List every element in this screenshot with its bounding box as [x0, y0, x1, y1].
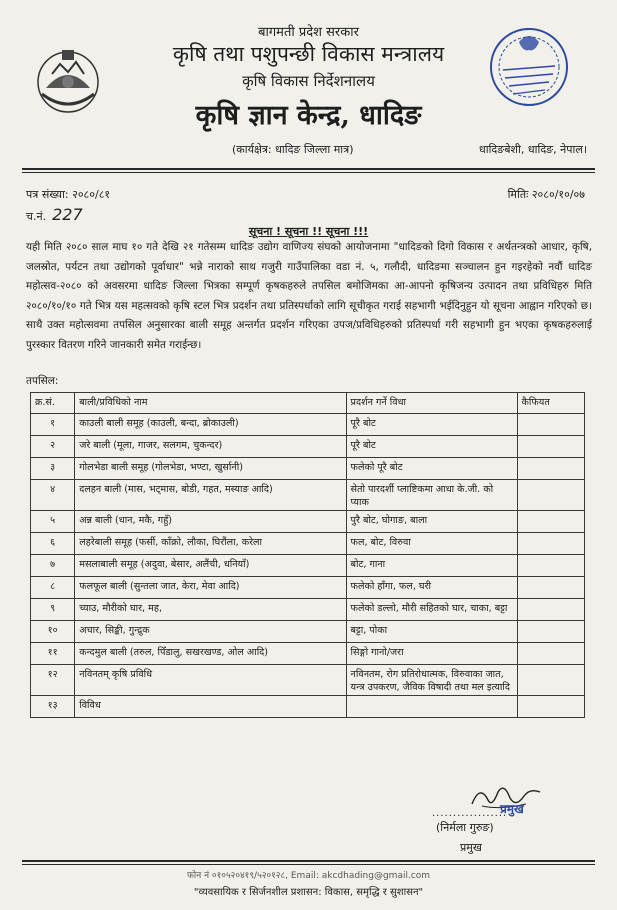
header-crop: बाली/प्रविधिको नाम — [75, 393, 346, 414]
cell-remarks — [517, 436, 584, 458]
cell-remarks — [517, 414, 584, 436]
header-divider-thin — [22, 172, 595, 173]
office-jurisdiction: (कार्यक्षेत्र: धादिङ जिल्ला मात्र) — [232, 143, 354, 156]
cell-crop: दलहन बाली (मास, भट्मास, बोडी, गहत, मस्याङ आदि) — [75, 480, 346, 511]
cell-sn: १३ — [31, 696, 75, 718]
table-row — [31, 458, 585, 480]
table-row — [31, 555, 585, 577]
province-name: बागमती प्रदेश सरकार — [258, 25, 359, 40]
cell-crop: विविध — [75, 696, 346, 718]
table-row — [31, 511, 585, 533]
cell-method: बोट, गाना — [346, 555, 517, 577]
table-row — [31, 696, 585, 718]
cell-method: फलेको पूरै बोट — [346, 458, 517, 480]
cell-method — [346, 696, 517, 718]
table-row — [31, 643, 585, 665]
cell-sn: ३ — [31, 458, 75, 480]
signature-stamp-title: प्रमुख — [500, 802, 524, 816]
letter-number: पत्र संख्या: २०८०/८१ — [26, 188, 111, 201]
office-name: कृषि ज्ञान केन्द्र, धादिङ — [195, 100, 422, 131]
chalani-handwritten: 227 — [52, 205, 83, 224]
footer-divider-thin — [22, 864, 595, 865]
cell-sn: ९ — [31, 599, 75, 621]
cell-crop: काउली बाली समूह (काउली, बन्दा, ब्रोकाउली) — [75, 414, 346, 436]
cell-crop: फलफूल बाली (सुन्तला जात, केरा, मेवा आदि) — [75, 577, 346, 599]
cell-remarks — [517, 533, 584, 555]
footer-motto: "व्यवसायिक र सिर्जनशील प्रशासन: विकास, समृद्धि र सुशासन" — [193, 887, 424, 898]
table-row — [31, 599, 585, 621]
table-row — [31, 436, 585, 458]
cell-remarks — [517, 555, 584, 577]
cell-method: सिङ्गो गानो/जरा — [346, 643, 517, 665]
table-body — [31, 414, 585, 718]
header-sn: क्र.सं. — [31, 393, 75, 414]
signatory-role: प्रमुख — [460, 841, 482, 854]
cell-sn: ५ — [31, 511, 75, 533]
cell-remarks — [517, 643, 584, 665]
cell-method: सेतो पारदर्शी प्लाष्टिकमा आधा के.जी. को प्याक — [346, 480, 517, 511]
notice-title: सूचना ! सूचना !! सूचना !!! — [248, 225, 369, 238]
cell-method: पूरै बोट — [346, 436, 517, 458]
cell-crop: अन्न बाली (धान, मकै, गहुँ) — [75, 511, 346, 533]
cell-crop: नविनतम् कृषि प्रविधि — [75, 665, 346, 696]
letter-date: मितिः २०८०/१०/०७ — [507, 188, 585, 201]
header-divider — [22, 168, 595, 170]
chalani-number — [26, 205, 83, 224]
cell-sn: १२ — [31, 665, 75, 696]
ministry-name: कृषि तथा पशुपन्छी विकास मन्त्रालय — [172, 42, 445, 66]
cell-method: पूरै बोट — [346, 414, 517, 436]
cell-crop: लहरेबाली समूह (फर्सी, काँक्रो, लौका, घिरौंला, करेला — [75, 533, 346, 555]
cell-sn: १० — [31, 621, 75, 643]
notice-body: यही मिति २०८० साल माघ १० गते देखि २१ गतेसम्म धादिङ उद्योग वाणिज्य संघको आयोजनामा "धादिङको दिगो विकास र अर्थतन्त्रको आधार, कृषि, जलस्रोत, पर्यटन तथा उद्योगको पूर्वाधार" भन्ने नाराको साथ गजुरी गाउँपालिका वडा नं. ५, गलौदी, धादिङमा सञ्चालन हुन गइरहेको नवौं धादिङ महोत्सव-२०८० को अवसरमा धादिङ जिल्ला भित्रका सम्पूर्ण कृषकहरुले तपसिल बमोजिमका आ-आपनो कृषिजन्य उत्पादन तथा प्रविधिहरु मिति २०८०/१०/१० गते भित्र यस महत्सवको कृषि स्टल भित्र प्रदर्शन तथा प्रतिस्पर्धाको लागि सूचीकृत गराई सहभागी भईदिनुहुन यो सूचना आह्वान गरिएको छ। साथै उक्त महोत्सवमा तपसिल अनुसारका बाली समूह अन्तर्गत प्रदर्शन गरिएका उपज/प्रविधिहरुको प्रतिस्पर्धा गरी सहभागी हुन भएका कृषकहरुलाई पुरस्कार वितरण गरिने जानकारी समेत गराईन्छ। — [26, 241, 592, 351]
cell-sn: १ — [31, 414, 75, 436]
signatory-name: (निर्मला गुरुङ) — [436, 821, 494, 834]
schedule-table — [30, 392, 585, 718]
cell-method: पुरै बोट, घोगाङ, बाला — [346, 511, 517, 533]
cell-remarks — [517, 696, 584, 718]
cell-method: नविनतम, रोग प्रतिरोधात्मक, विरुवाका जात, यन्त्र उपकरण, जैविक विषादी तथा मल इत्यादि — [346, 665, 517, 696]
cell-crop: मसलाबाली समूह (अदुवा, बेसार, अलैंची, धनियाँ) — [75, 555, 346, 577]
office-address: धादिङबेशी, धादिङ, नेपाल। — [478, 143, 587, 156]
cell-crop: गोलभेडा बाली समूह (गोलभेडा, भण्टा, खुर्सानी) — [75, 458, 346, 480]
cell-sn: ११ — [31, 643, 75, 665]
cell-remarks — [517, 577, 584, 599]
table-row — [31, 665, 585, 696]
chalani-label: च.नं. — [26, 210, 47, 223]
table-header-row — [31, 393, 585, 414]
cell-sn: ६ — [31, 533, 75, 555]
signature-line: .................. — [432, 808, 508, 819]
table-row — [31, 577, 585, 599]
cell-remarks — [517, 665, 584, 696]
footer-divider — [22, 860, 595, 862]
cell-sn: ४ — [31, 480, 75, 511]
cell-remarks — [517, 480, 584, 511]
table-row — [31, 480, 585, 511]
directorate-name: कृषि विकास निर्देशनालय — [242, 72, 375, 90]
cell-crop: अचार, सिङ्की, गुन्द्रुक — [75, 621, 346, 643]
header-remarks: कैफियत — [517, 393, 584, 414]
cell-remarks — [517, 599, 584, 621]
table-row — [31, 414, 585, 436]
cell-method: फलेको हाँगा, फल, घरी — [346, 577, 517, 599]
cell-remarks — [517, 621, 584, 643]
footer-contact: फोन नं ०१०५२०४१९/५२०१२८, Email: akcdhading@gmail.com — [186, 871, 431, 881]
table-row — [31, 533, 585, 555]
cell-crop: कन्दमुल बाली (तरुल, पिँडालु, सखरखण्ड, ओल आदि) — [75, 643, 346, 665]
cell-sn: ७ — [31, 555, 75, 577]
cell-crop: च्याउ, मौरीको घार, मह, — [75, 599, 346, 621]
table-caption: तपसिल: — [26, 375, 59, 387]
cell-sn: २ — [31, 436, 75, 458]
cell-crop: जरे बाली (मूला, गाजर, सलगम, चुकन्दर) — [75, 436, 346, 458]
cell-method: फल, बोट, विरुवा — [346, 533, 517, 555]
header-method: प्रदर्शन गर्ने विधा — [346, 393, 517, 414]
table-row — [31, 621, 585, 643]
cell-remarks — [517, 458, 584, 480]
cell-method: फलेको डल्लो, मौरी सहितको घार, चाका, बट्टा — [346, 599, 517, 621]
cell-sn: ८ — [31, 577, 75, 599]
cell-remarks — [517, 511, 584, 533]
cell-method: बट्टा, पोका — [346, 621, 517, 643]
